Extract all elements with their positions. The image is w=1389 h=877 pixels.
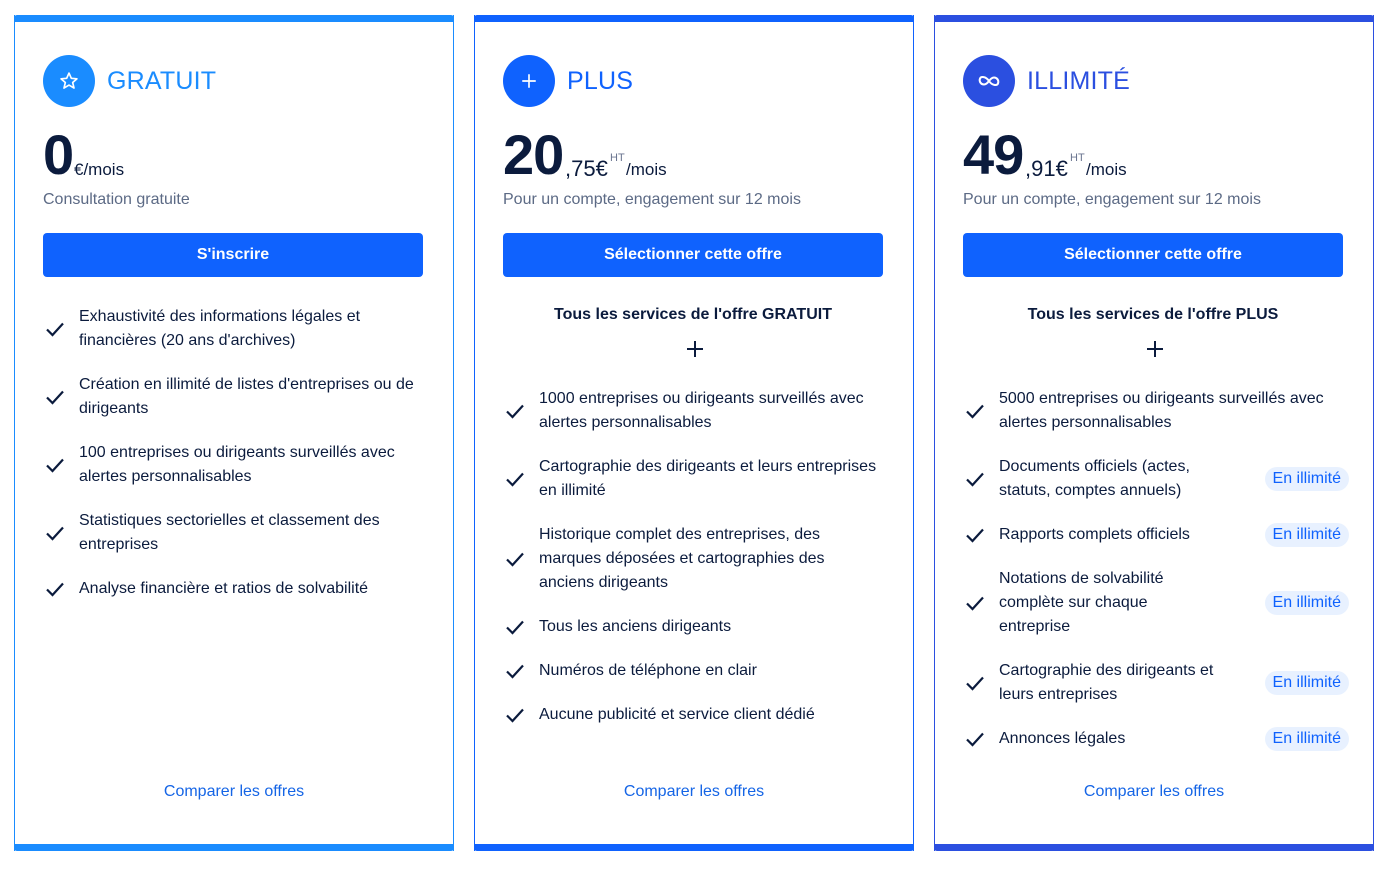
check-icon [503, 615, 527, 639]
feature-item: Analyse financière et ratios de solvabilité [43, 577, 433, 601]
price-subtitle: Pour un compte, engagement sur 12 mois [963, 191, 1261, 208]
plan-card-gratuit [14, 15, 454, 851]
card-bottom-bar [934, 844, 1374, 851]
feature-item: 5000 entreprises ou dirigeants surveillés avec alertes personnalisables [963, 387, 1353, 435]
check-icon [43, 317, 67, 341]
star-icon [43, 55, 95, 107]
feature-item: Rapports complets officiels En illimité [963, 523, 1353, 547]
compare-offers-link[interactable]: Comparer les offres [163, 783, 305, 800]
feature-item: Tous les anciens dirigeants [503, 615, 893, 639]
feature-item: Aucune publicité et service client dédié [503, 703, 893, 727]
check-icon [503, 467, 527, 491]
check-icon [963, 727, 987, 751]
plan-header [503, 55, 633, 107]
plan-header [43, 55, 216, 107]
unlimited-badge: En illimité [1265, 727, 1349, 751]
check-icon [503, 547, 527, 571]
price-decimal: ,91€ [1025, 156, 1068, 181]
feature-item: 1000 entreprises ou dirigeants surveillés avec alertes personnalisables [503, 387, 893, 435]
plan-card-illimite [934, 15, 1374, 851]
card-bottom-bar [14, 844, 454, 851]
check-icon [963, 523, 987, 547]
check-icon [963, 467, 987, 491]
signup-button[interactable]: S'inscrire [43, 233, 423, 277]
card-top-bar [474, 15, 914, 22]
price-decimal: ,75€ [565, 156, 608, 181]
check-icon [43, 453, 67, 477]
feature-item: Création en illimité de listes d'entreprises ou de dirigeants [43, 373, 433, 421]
price-period: /mois [1086, 160, 1127, 179]
feature-item: Exhaustivité des informations légales et financières (20 ans d'archives) [43, 305, 433, 353]
compare-offers-link[interactable]: Comparer les offres [623, 783, 765, 800]
plus-separator-icon [687, 341, 703, 357]
price-period: /mois [626, 160, 667, 179]
select-offer-button[interactable]: Sélectionner cette offre [963, 233, 1343, 277]
price-ht: HT [610, 152, 625, 164]
plan-name: PLUS [567, 66, 634, 95]
feature-item: Documents officiels (actes, statuts, comptes annuels) En illimité [963, 455, 1353, 503]
infinity-icon [963, 55, 1015, 107]
card-top-bar [934, 15, 1374, 22]
check-icon [503, 399, 527, 423]
unlimited-badge: En illimité [1265, 591, 1349, 615]
plus-separator-icon [1147, 341, 1163, 357]
card-top-bar [14, 15, 454, 22]
price-integer: 49 [963, 123, 1024, 186]
check-icon [43, 385, 67, 409]
price-ht: HT [1070, 152, 1085, 164]
price-subtitle: Consultation gratuite [43, 191, 190, 208]
check-icon [963, 399, 987, 423]
feature-item: Notations de solvabilité complète sur chaque entreprise En illimité [963, 567, 1353, 639]
inherited-services: Tous les services de l'offre PLUS [1027, 306, 1279, 323]
plan-name: ILLIMITÉ [1027, 66, 1131, 95]
check-icon [503, 659, 527, 683]
plan-header [963, 55, 1130, 107]
feature-item: Annonces légales En illimité [963, 727, 1353, 751]
plan-name: GRATUIT [107, 66, 217, 95]
price-subtitle: Pour un compte, engagement sur 12 mois [503, 191, 801, 208]
feature-item: Cartographie des dirigeants et leurs entreprises en illimité [503, 455, 893, 503]
unlimited-badge: En illimité [1265, 671, 1349, 695]
check-icon [963, 591, 987, 615]
price-integer: 20 [503, 123, 564, 186]
price-integer: 0 [43, 123, 74, 186]
plus-icon [503, 55, 555, 107]
inherited-services: Tous les services de l'offre GRATUIT [554, 306, 832, 323]
compare-offers-link[interactable]: Comparer les offres [1083, 783, 1225, 800]
card-bottom-bar [474, 844, 914, 851]
feature-item: Cartographie des dirigeants et leurs entreprises En illimité [963, 659, 1353, 707]
check-icon [963, 671, 987, 695]
feature-item: Statistiques sectorielles et classement des entreprises [43, 509, 433, 557]
feature-item: Historique complet des entreprises, des marques déposées et cartographies des anciens dirigeants [503, 523, 893, 595]
plan-card-plus [474, 15, 914, 851]
feature-item: Numéros de téléphone en clair [503, 659, 893, 683]
price-period: €/mois [74, 160, 125, 179]
select-offer-button[interactable]: Sélectionner cette offre [503, 233, 883, 277]
unlimited-badge: En illimité [1265, 523, 1349, 547]
unlimited-badge: En illimité [1265, 467, 1349, 491]
check-icon [43, 521, 67, 545]
feature-item: 100 entreprises ou dirigeants surveillés avec alertes personnalisables [43, 441, 433, 489]
check-icon [43, 577, 67, 601]
check-icon [503, 703, 527, 727]
